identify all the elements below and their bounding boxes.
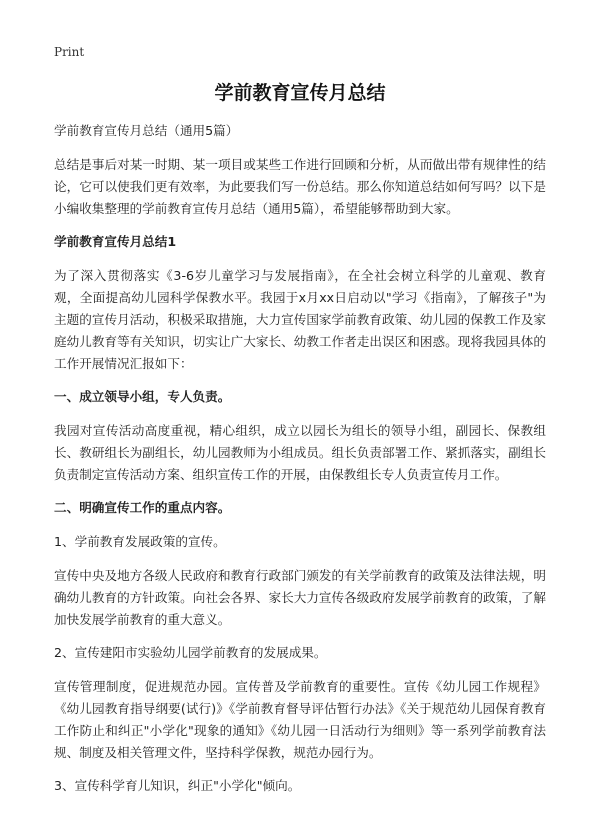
section-intro-paragraph: 为了深入贯彻落实《3-6岁儿童学习与发展指南》，在全社会树立科学的儿童观、教育观，全面提高幼儿园科学保教水平。我园于x月xx日启动以"学习《指南》，了解孩子"为主题的宣传月活动，积极采取措施，大力宣传国家学前教育政策、幼儿园的保教工作及家庭幼儿教育等有关知识，切实让广大家长、幼教工作者走出误区和困惑。现将我园具体的工作开展情况汇报如下： bbox=[54, 268, 546, 371]
intro-paragraph: 总结是事后对某一时期、某一项目或某些工作进行回顾和分析，从而做出带有规律性的结论，它可以使我们更有效率，为此要我们写一份总结。那么你知道总结如何写吗？以下是小编收集整理的学前教育宣传月总结（通用5篇），希望能够帮助到大家。 bbox=[54, 157, 546, 216]
heading-key-content: 二、明确宣传工作的重点内容。 bbox=[54, 500, 231, 515]
document-subtitle: 学前教育宣传月总结（通用5篇） bbox=[54, 123, 239, 138]
print-label: Print bbox=[54, 45, 85, 59]
list-item-parenting-knowledge: 3、宣传科学育儿知识，纠正"小学化"倾向。 bbox=[54, 778, 301, 793]
page-title: 学前教育宣传月总结 bbox=[214, 82, 386, 104]
achievements-paragraph: 宣传管理制度，促进规范办园。宣传普及学前教育的重要性。宣传《幼儿园工作规程》《幼儿园教育指导纲要(试行)》《学前教育督导评估暂行办法》《关于规范幼儿园保育教育工作防止和纠正"小学化"现象的通知》《幼儿园一日活动行为细则》等一系列学前教育法规、制度及相关管理文件，坚持科学保教，规范办园行为。 bbox=[54, 679, 546, 760]
list-item-policy: 1、学前教育发展政策的宣传。 bbox=[54, 534, 226, 549]
leadership-paragraph: 我园对宣传活动高度重视，精心组织，成立以园长为组长的领导小组，副园长、保教组长、教研组长为副组长，幼儿园教师为小组成员。组长负责部署工作、紧抓落实，副组长负责制定宣传活动方案、组织宣传工作的开展，由保教组长专人负责宣传月工作。 bbox=[54, 423, 546, 482]
policy-paragraph: 宣传中央及地方各级人民政府和教育行政部门颁发的有关学前教育的政策及法律法规，明确幼儿教育的方针政策。向社会各界、家长大力宣传各级政府发展学前教育的政策，了解加快发展学前教育的重大意义。 bbox=[54, 568, 546, 627]
section-title: 学前教育宣传月总结1 bbox=[54, 234, 177, 249]
heading-leadership-group: 一、成立领导小组，专人负责。 bbox=[54, 389, 231, 404]
list-item-achievements: 2、宣传建阳市实验幼儿园学前教育的发展成果。 bbox=[54, 645, 327, 660]
